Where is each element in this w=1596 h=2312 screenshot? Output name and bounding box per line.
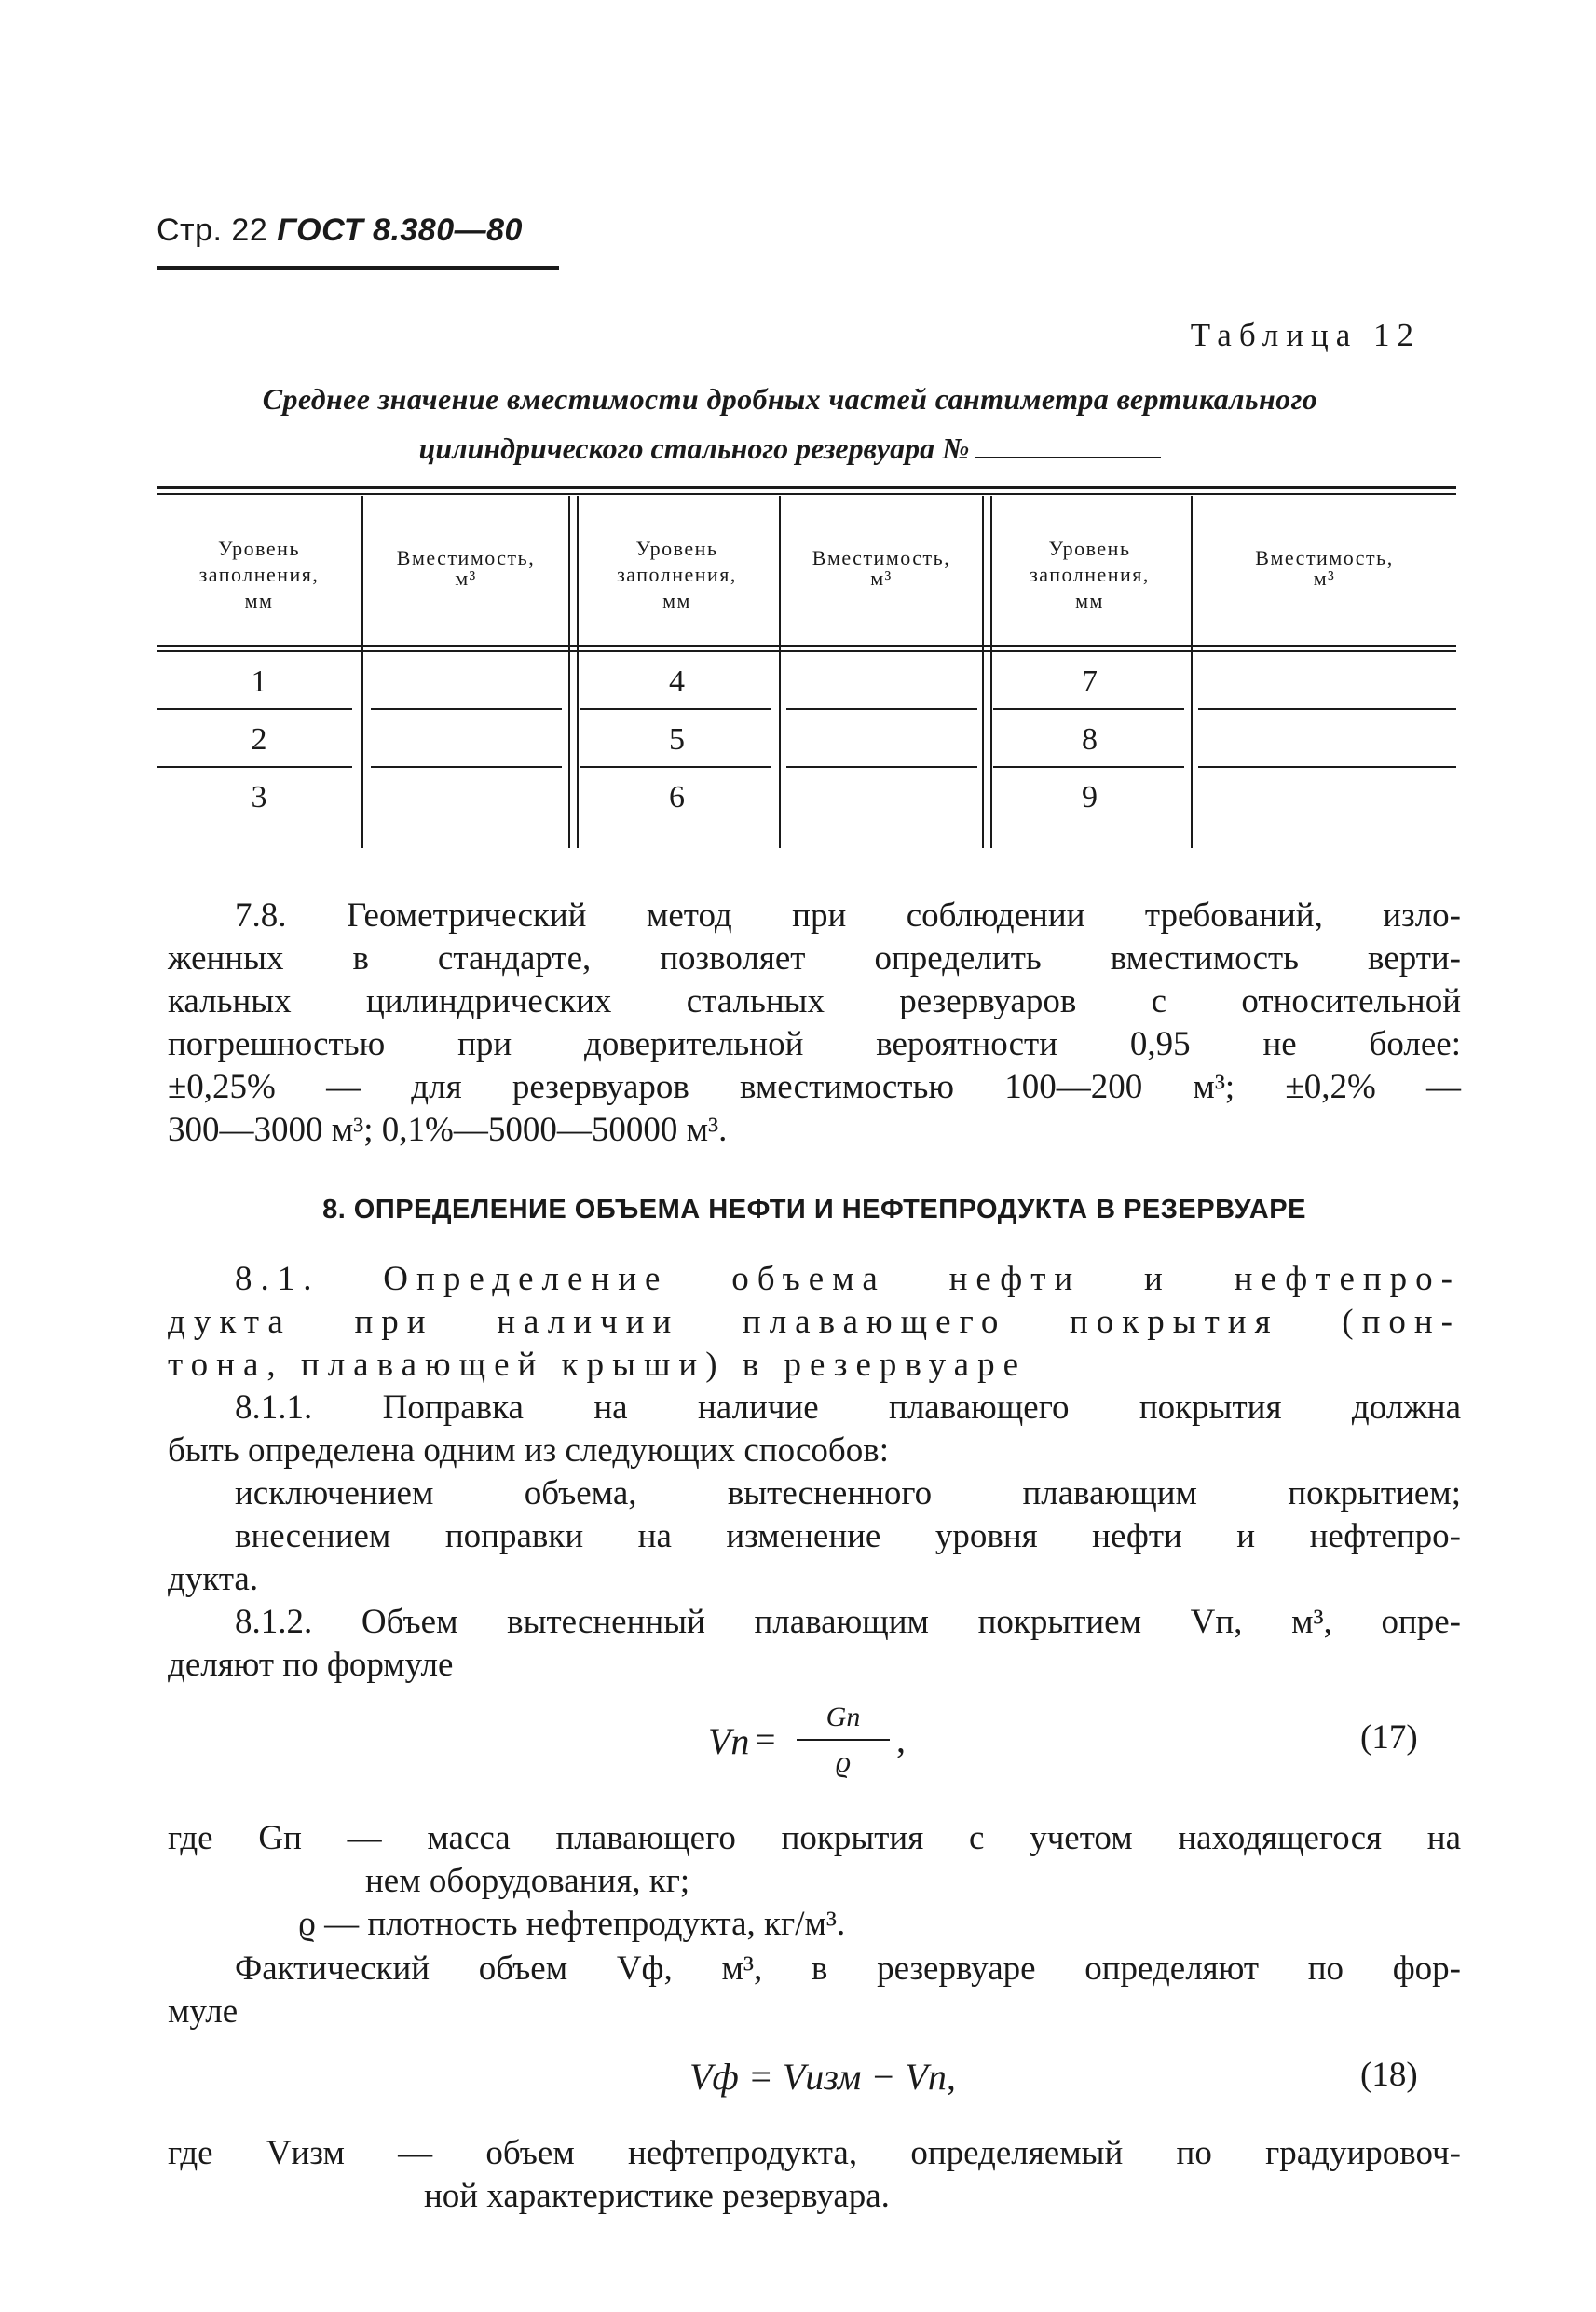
- table-top-rule-2: [157, 493, 1456, 495]
- tank-number-blank: [975, 431, 1161, 458]
- text-line: нем оборудования, кг;: [365, 1862, 690, 1900]
- text-line: быть определена одним из следующих способов:: [168, 1431, 889, 1470]
- col-header-text: Уровень: [635, 537, 718, 560]
- text-line: дукта.: [168, 1560, 259, 1598]
- col-header-text: Вместимость,: [1255, 546, 1394, 569]
- row-sep: [786, 766, 977, 768]
- col-header-text: заполнения,: [617, 563, 737, 586]
- row-sep: [580, 708, 771, 710]
- doc-code: ГОСТ 8.380—80: [277, 212, 523, 248]
- paragraph-8-1-2: [168, 1601, 1461, 1687]
- table-caption-line2-text: цилиндрического стального резервуара №: [418, 431, 970, 465]
- paragraph-8-1-1: [168, 1387, 1461, 1601]
- col-header-text: Вместимость,: [396, 546, 536, 569]
- header-bottom-rule-2: [157, 650, 1456, 652]
- fraction-bar: [797, 1739, 890, 1741]
- text-line: женных в стандарте, позволяет определить вместимость верти-: [168, 939, 1461, 978]
- formula-17-lhs: Vп: [708, 1720, 750, 1762]
- col-header-text: мм: [1075, 589, 1104, 612]
- table-top-rule: [157, 486, 1456, 489]
- row-sep: [993, 708, 1184, 710]
- row-sep: [371, 766, 562, 768]
- col-header-text: заполнения,: [1030, 563, 1150, 586]
- col-header-level-2: [575, 536, 779, 614]
- text-line: где Gп — масса плавающего покрытия с учетом находящегося на: [168, 1819, 1461, 1857]
- col-header-text: м³: [455, 567, 477, 590]
- equation-number-17: (17): [1360, 1718, 1418, 1757]
- where-17: [168, 1817, 1461, 1946]
- running-header: [157, 212, 523, 249]
- section-8-heading: 8. ОПРЕДЕЛЕНИЕ ОБЪЕМА НЕФТИ И НЕФТЕПРОДУКТА В РЕЗЕРВУАРЕ: [322, 1195, 1306, 1224]
- formula-17-tail: ,: [896, 1718, 906, 1760]
- text-line: ±0,25% — для резервуаров вместимостью 100—200 м³; ±0,2% —: [168, 1068, 1461, 1106]
- row-sep: [580, 766, 771, 768]
- col-header-text: Вместимость,: [812, 546, 951, 569]
- table-caption-line2: [157, 431, 1424, 466]
- formula-18: Vф = Vизм − Vп,: [689, 2056, 956, 2098]
- text-line: кальных цилиндрических стальных резервуаров с относительной: [168, 982, 1461, 1020]
- text-line: 8.1.1. Поправка на наличие плавающего покрытия должна: [235, 1389, 1461, 1427]
- text-line: муле: [168, 1992, 239, 2031]
- paragraph-8-1: [168, 1258, 1461, 1387]
- capacity-table: [157, 485, 1456, 848]
- equation-number-18: (18): [1360, 2056, 1418, 2094]
- table-cell: 9: [1082, 780, 1098, 814]
- text-line: исключением объема, вытесненного плавающим покрытием;: [235, 1474, 1461, 1512]
- header-rule: [157, 266, 559, 270]
- text-line: Фактический объем Vф, м³, в резервуаре определяют по фор-: [235, 1949, 1461, 1988]
- col-header-level-1: [157, 536, 361, 614]
- header-bottom-rule: [157, 645, 1456, 647]
- table-cell: 6: [669, 780, 685, 814]
- table-cell: 3: [251, 780, 267, 814]
- table-cell: 2: [251, 722, 267, 757]
- text-line: тона, плавающей крыши) в резервуаре: [168, 1346, 1027, 1384]
- col-header-text: мм: [244, 589, 274, 612]
- col-header-capacity-2: [781, 545, 982, 592]
- text-line: 7.8. Геометрический метод при соблюдении требований, изло-: [235, 896, 1461, 935]
- text-line: дукта при наличии плавающего покрытия (пон-: [168, 1303, 1461, 1341]
- formula-17-eq: =: [755, 1718, 776, 1760]
- col-header-text: м³: [870, 567, 893, 590]
- row-sep: [1198, 708, 1456, 710]
- table-caption-line1: Среднее значение вместимости дробных частей сантиметра вертикального: [262, 382, 1318, 416]
- formula-17-numerator: Gп: [825, 1702, 861, 1732]
- row-sep: [157, 766, 352, 768]
- page-label: Стр. 22: [157, 212, 268, 248]
- col-header-text: м³: [1313, 567, 1336, 590]
- where-18: [168, 2132, 1461, 2218]
- text-line: 8.1.2. Объем вытесненный плавающим покрытием Vп, м³, опре-: [235, 1603, 1461, 1641]
- col-header-capacity-3: [1193, 545, 1456, 592]
- table-number: Таблица 12: [1190, 317, 1421, 353]
- table-cell: 8: [1082, 722, 1098, 757]
- table-cell: 7: [1082, 664, 1098, 699]
- row-sep: [157, 708, 352, 710]
- col-header-text: Уровень: [218, 537, 300, 560]
- row-sep: [371, 708, 562, 710]
- row-sep: [1198, 766, 1456, 768]
- text-line: деляют по формуле: [168, 1646, 454, 1684]
- text-line: внесением поправки на изменение уровня нефти и нефтепро-: [235, 1517, 1461, 1555]
- table-cell: 5: [669, 722, 685, 757]
- col-header-text: заполнения,: [198, 563, 320, 586]
- text-line: ϱ — плотность нефтепродукта, кг/м³.: [298, 1905, 846, 1943]
- text-line: 300—3000 м³; 0,1%—5000—50000 м³.: [168, 1111, 728, 1149]
- row-sep: [993, 766, 1184, 768]
- paragraph-fact-volume: [168, 1948, 1461, 2033]
- formula-17-denominator: ϱ: [835, 1744, 852, 1778]
- text-line: погрешностью при доверительной вероятности 0,95 не более:: [168, 1025, 1461, 1063]
- text-line: ной характеристике резервуара.: [424, 2177, 890, 2215]
- col-header-capacity-1: [363, 545, 568, 592]
- col-header-text: мм: [662, 589, 691, 612]
- table-cell: 4: [669, 664, 685, 699]
- paragraph-7-8: [168, 895, 1461, 1152]
- text-line: где Vизм — объем нефтепродукта, определяемый по градуировоч-: [168, 2134, 1461, 2172]
- row-sep: [786, 708, 977, 710]
- table-cell: 1: [251, 664, 267, 699]
- col-header-level-3: [989, 536, 1191, 614]
- text-line: 8.1. Определение объема нефти и нефтепро-: [235, 1260, 1461, 1298]
- col-header-text: Уровень: [1048, 537, 1131, 560]
